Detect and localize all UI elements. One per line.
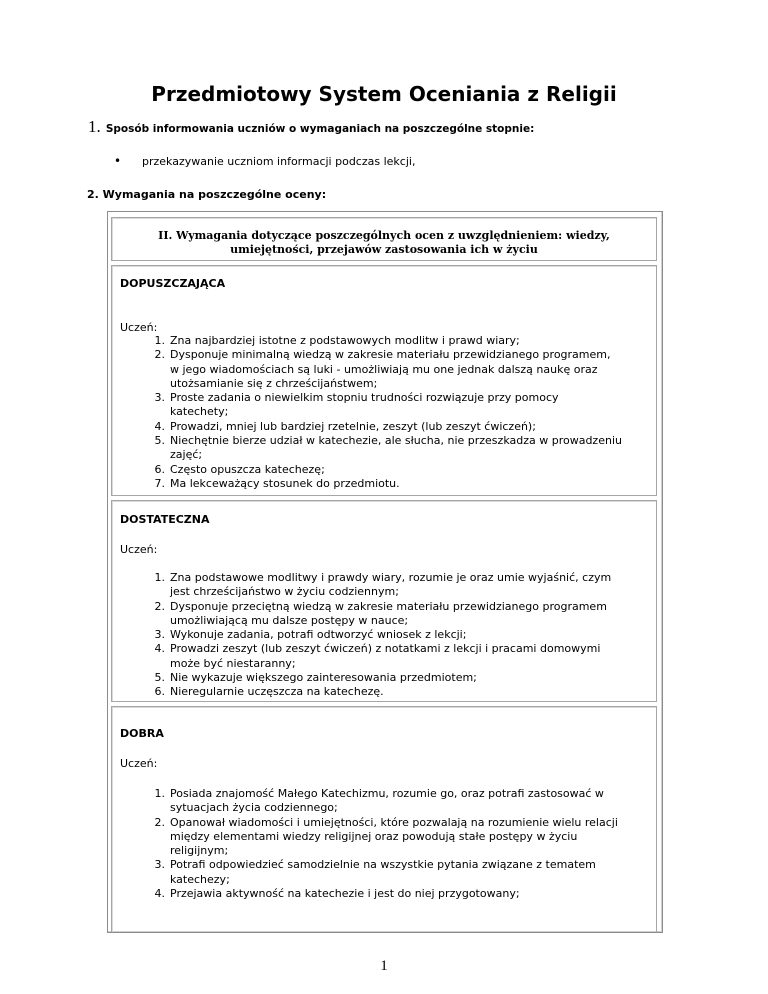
grade-cell-dopuszczajaca: [111, 265, 657, 496]
list-item-line: Proste zadania o niewielkim stopniu trudności rozwiązuje przy pomocy: [170, 391, 559, 405]
list-item-line: Prowadzi, mniej lub bardziej rzetelnie, zeszyt (lub zeszyt ćwiczeń);: [170, 419, 536, 433]
grade-name: DOPUSZCZAJĄCA: [120, 277, 226, 290]
list-item-line: Przejawia aktywność na katechezie i jest do niej przygotowany;: [170, 887, 520, 901]
list-item: [120, 787, 650, 816]
list-item: [120, 477, 650, 491]
section-1-text: Sposób informowania uczniów o wymaganiach na poszczególne stopnie:: [105, 123, 535, 135]
list-item: [120, 628, 650, 642]
list-item-line: Nieregularnie uczęszcza na katechezę.: [170, 685, 384, 699]
grade-cell-dobra: [111, 706, 657, 932]
list-item: [120, 887, 650, 901]
requirements-list: [120, 787, 650, 901]
table-header-cell: [111, 217, 657, 261]
section-1-heading: [88, 117, 534, 137]
list-item: [120, 600, 650, 629]
list-item: [120, 816, 650, 859]
list-item-line: Wykonuje zadania, potrafi odtworzyć wniosek z lekcji;: [170, 628, 467, 642]
list-item-number: 6.: [154, 685, 165, 699]
list-item-line: Nie wykazuje większego zainteresowania przedmiotem;: [170, 671, 477, 685]
list-item: [120, 348, 650, 391]
list-item-number: 5.: [154, 434, 165, 448]
list-item: [120, 571, 650, 600]
list-item-line: Niechętnie bierze udział w katechezie, ale słucha, nie przeszkadza w prowadzeniu: [170, 434, 622, 448]
list-item-line: sytuacjach życia codziennego;: [170, 801, 338, 815]
student-label: Uczeń:: [120, 543, 158, 556]
list-item-number: 7.: [154, 476, 165, 490]
section-1-number: 1.: [88, 117, 101, 136]
list-item: [120, 391, 650, 420]
list-item-line: Prowadzi zeszyt (lub zeszyt ćwiczeń) z notatkami z lekcji i pracami domowymi: [170, 642, 601, 656]
list-item-line: katechety;: [170, 405, 229, 419]
list-item-number: 3.: [154, 858, 165, 872]
list-item-line: między elementami wiedzy religijnej oraz powodują stałe postępy w życiu: [170, 829, 578, 843]
list-item-line: w jego wiadomościach są luki - umożliwiają mu one jednak dalszą naukę oraz: [170, 362, 598, 376]
grade-name: DOBRA: [120, 727, 164, 740]
list-item-number: 4.: [154, 642, 165, 656]
requirements-list: [120, 571, 650, 700]
list-item: [120, 685, 650, 699]
list-item-line: Często opuszcza katechezę;: [170, 462, 325, 476]
list-item-line: Dysponuje przeciętną wiedzą w zakresie materiału przewidzianego programem: [170, 599, 607, 613]
list-item: [120, 642, 650, 671]
list-item-line: Zna najbardziej istotne z podstawowych modlitw i prawd wiary;: [170, 334, 520, 347]
list-item-number: 2.: [154, 348, 165, 362]
list-item-number: 2.: [154, 815, 165, 829]
list-item-line: zajęć;: [170, 448, 203, 462]
list-item: [120, 858, 650, 887]
student-label: Uczeń:: [120, 757, 158, 770]
list-item-number: 3.: [154, 391, 165, 405]
list-item-number: 4.: [154, 419, 165, 433]
list-item: [120, 671, 650, 685]
list-item: [120, 434, 650, 463]
list-item-number: 3.: [154, 628, 165, 642]
list-item-line: utożsamianie się z chrześcijaństwem;: [170, 376, 378, 390]
list-item-line: Ma lekceważący stosunek do przedmiotu.: [170, 476, 400, 490]
grade-name: DOSTATECZNA: [120, 513, 210, 526]
bullet-icon: •: [114, 154, 122, 168]
list-item-line: religijnym;: [170, 844, 229, 858]
list-item: [120, 420, 650, 434]
requirements-list: [120, 334, 650, 491]
table-header-line-1: II. Wymagania dotyczące poszczególnych ocen z uwzględnieniem: wiedzy,: [158, 229, 610, 242]
list-item-number: 2.: [154, 599, 165, 613]
page-number: 1: [380, 958, 388, 974]
list-item-number: 1.: [154, 571, 165, 584]
list-item-line: jest chrześcijaństwo w życiu codziennym;: [170, 585, 399, 599]
list-item-line: katechezy;: [170, 872, 230, 886]
list-item-line: Zna podstawowe modlitwy i prawdy wiary, rozumie je oraz umie wyjaśnić, czym: [170, 571, 612, 584]
student-label: Uczeń:: [120, 321, 158, 334]
table-header-line-2: umiejętności, przejawów zastosowania ich w życiu: [230, 243, 538, 256]
table-header: [112, 229, 656, 257]
list-item: [120, 334, 650, 348]
list-item-line: umożliwiającą mu dalsze postępy w nauce;: [170, 613, 409, 627]
list-item: [120, 463, 650, 477]
page-title: Przedmiotowy System Oceniania z Religii: [151, 82, 617, 106]
list-item-number: 4.: [154, 887, 165, 901]
section-2-heading: 2. Wymagania na poszczególne oceny:: [87, 188, 327, 201]
list-item-line: Dysponuje minimalną wiedzą w zakresie materiału przewidzianego programem,: [170, 348, 611, 362]
list-item-line: Posiada znajomość Małego Katechizmu, rozumie go, oraz potrafi zastosować w: [170, 787, 604, 800]
list-item-number: 1.: [154, 787, 165, 800]
grade-cell-dostateczna: [111, 500, 657, 702]
list-item-line: Potrafi odpowiedzieć samodzielnie na wszystkie pytania związane z tematem: [170, 858, 596, 872]
list-item-number: 1.: [154, 334, 165, 347]
list-item-number: 5.: [154, 671, 165, 685]
bullet-text: przekazywanie uczniom informacji podczas lekcji,: [142, 155, 416, 168]
list-item-number: 6.: [154, 462, 165, 476]
list-item-line: Opanował wiadomości i umiejętności, które pozwalają na rozumienie wielu relacji: [170, 815, 618, 829]
list-item-line: może być niestaranny;: [170, 656, 296, 670]
